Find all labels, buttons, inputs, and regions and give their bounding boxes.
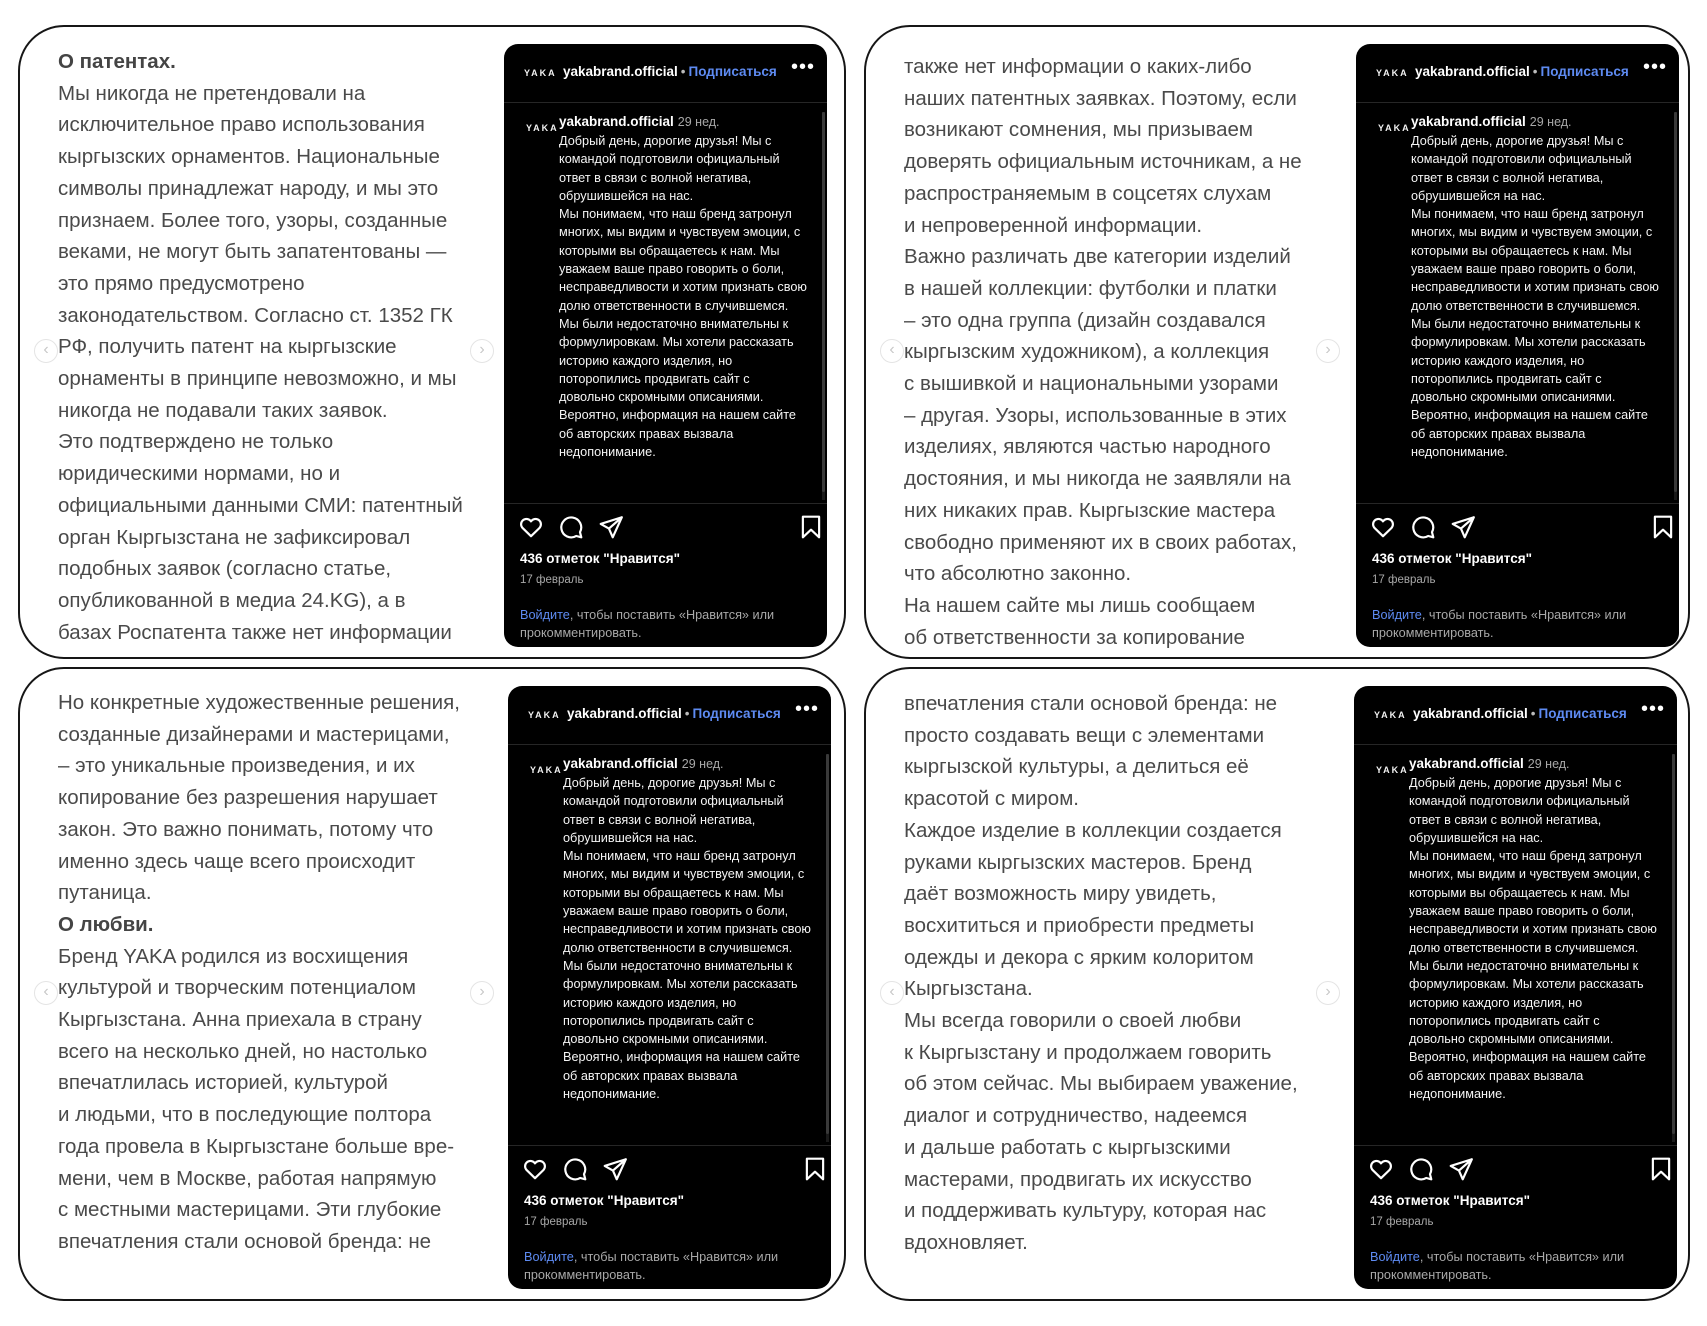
brand-avatar[interactable]: YAKA	[524, 68, 557, 78]
post-footer	[1354, 1145, 1677, 1289]
post-footer	[504, 503, 827, 647]
caption-user	[563, 756, 724, 771]
post-header	[1354, 686, 1677, 745]
brand-avatar[interactable]: YAKA	[1376, 68, 1409, 78]
caption-avatar[interactable]: YAKA	[526, 123, 559, 133]
caption-username[interactable]: yakabrand.official	[1409, 756, 1524, 771]
section-heading: О любви.	[58, 912, 154, 936]
login-link[interactable]: Войдите	[520, 608, 570, 622]
follow-button[interactable]: Подписаться	[1538, 706, 1627, 721]
instagram-post	[504, 44, 827, 647]
post-caption-area[interactable]	[1354, 746, 1677, 1144]
login-prompt	[1370, 1248, 1660, 1284]
heart-icon[interactable]	[1370, 514, 1396, 540]
post-date: 17 февраль	[524, 1216, 588, 1228]
login-link[interactable]: Войдите	[1370, 1250, 1420, 1264]
likes-count[interactable]: 436 отметок "Нравится"	[1372, 551, 1533, 566]
caption-avatar[interactable]: YAKA	[1376, 765, 1409, 775]
post-caption-area[interactable]	[504, 104, 827, 502]
caption-avatar[interactable]: YAKA	[530, 765, 563, 775]
post-footer	[508, 1145, 831, 1289]
instagram-post	[1354, 686, 1677, 1289]
brand-avatar[interactable]: YAKA	[1374, 710, 1407, 720]
comment-icon[interactable]	[1408, 1156, 1434, 1182]
post-header-user	[567, 706, 781, 721]
follow-button[interactable]: Подписаться	[688, 64, 777, 79]
comment-icon[interactable]	[1410, 514, 1436, 540]
slide-text	[58, 46, 488, 657]
login-prompt	[1372, 606, 1662, 642]
share-icon[interactable]	[1448, 1156, 1474, 1182]
post-caption-area[interactable]	[508, 746, 831, 1144]
carousel-prev-button[interactable]: ‹	[880, 981, 904, 1005]
post-caption-area[interactable]	[1356, 104, 1679, 502]
login-prompt	[520, 606, 810, 642]
slide-paragraph: Каждое изделие в коллекции создается руками кыргызских мастеров. Бренд даёт возможность миру увидеть, восхититься и приобрести предметы одежды и декора с ярким колоритом Кыргызстана.	[904, 818, 1282, 1001]
post-time: 29 нед.	[1529, 115, 1572, 129]
separator-dot: •	[680, 64, 686, 79]
post-date: 17 февраль	[1370, 1216, 1434, 1228]
caption-scrollbar[interactable]	[822, 112, 825, 492]
post-date: 17 февраль	[1372, 574, 1436, 586]
slide-paragraph: На нашем сайте мы лишь сообщаем об ответственности за копирование	[904, 593, 1256, 649]
carousel-next-button[interactable]: ›	[1316, 339, 1340, 363]
post-time: 29 нед.	[677, 115, 720, 129]
caption-user	[1409, 756, 1570, 771]
caption-username[interactable]: yakabrand.official	[1411, 114, 1526, 129]
slide-paragraph: Мы никогда не претендовали на исключительное право использования кыргызских орнаментов. Национальные символы принадлежат народу, и мы это признаем. Более того, узоры, созданные веками, не могут быть запатентованы — это прямо предусмотрено законодательством. Согласно ст. 1352 ГК РФ, получить патент на кыргызские орнаменты в принципе невозможно, и мы никогда не подавали таких заявок.	[58, 81, 457, 422]
carousel-prev-button[interactable]: ‹	[34, 339, 58, 363]
likes-count[interactable]: 436 отметок "Нравится"	[520, 551, 681, 566]
caption-scrollbar[interactable]	[826, 754, 829, 1134]
more-options-icon[interactable]: •••	[794, 698, 819, 720]
post-header	[504, 44, 827, 103]
post-time: 29 нед.	[1527, 757, 1570, 771]
heart-icon[interactable]	[518, 514, 544, 540]
slide-paragraph: также нет информации о каких-либо наших патентных заявках. Поэтому, если возникают сомнения, мы призываем доверять официальным источникам, а не распространяемым в соцсетях слухам и непроверенной информации.	[904, 55, 1302, 237]
share-icon[interactable]	[602, 1156, 628, 1182]
username-link[interactable]: yakabrand.official	[1413, 706, 1528, 721]
caption-username[interactable]: yakabrand.official	[563, 756, 678, 771]
post-header-user	[563, 64, 777, 79]
username-link[interactable]: yakabrand.official	[1415, 64, 1530, 79]
section-heading: О патентах.	[58, 50, 176, 73]
slide-text	[904, 688, 1334, 1299]
bookmark-icon[interactable]	[1648, 1156, 1674, 1182]
more-options-icon[interactable]: •••	[1642, 56, 1667, 78]
caption-user	[1411, 114, 1572, 129]
instagram-post	[1356, 44, 1679, 647]
slide-panel-1	[18, 25, 846, 659]
bookmark-icon[interactable]	[1650, 514, 1676, 540]
comment-icon[interactable]	[558, 514, 584, 540]
login-prompt-text: , чтобы поставить «Нравится» или прокомментировать.	[520, 608, 775, 640]
caption-text: Добрый день, дорогие друзья! Мы с командой подготовили официальный ответ в связи с волной негатива, обрушившейся на нас. Мы понимаем, что наш бренд затронул многих, мы видим и чувствуем эмоции, с которыми вы обращаетесь к нам. Мы уважаем ваше право говорить о боли, несправедливости и хотим признать свою долю ответственности в случившемся. Мы были недостаточно внимательны к формулировкам. Мы хотели рассказать историю каждого изделия, но поторопились продвигать сайт с довольно скромными описаниями. Вероятно, информация на нашем сайте об авторских правах вызвала недопонимание.	[563, 776, 811, 1102]
username-link[interactable]: yakabrand.official	[567, 706, 682, 721]
carousel-next-button[interactable]: ›	[1316, 981, 1340, 1005]
follow-button[interactable]: Подписаться	[692, 706, 781, 721]
separator-dot: •	[684, 706, 690, 721]
more-options-icon[interactable]: •••	[1640, 698, 1665, 720]
carousel-prev-button[interactable]: ‹	[34, 981, 58, 1005]
post-header-user	[1413, 706, 1627, 721]
slide-text	[904, 51, 1334, 657]
login-prompt	[524, 1248, 814, 1284]
login-prompt-text: , чтобы поставить «Нравится» или прокомментировать.	[1370, 1250, 1625, 1282]
login-link[interactable]: Войдите	[524, 1250, 574, 1264]
slide-panel-4	[864, 667, 1690, 1301]
carousel-prev-button[interactable]: ‹	[880, 339, 904, 363]
bookmark-icon[interactable]	[802, 1156, 828, 1182]
login-prompt-text: , чтобы поставить «Нравится» или прокомментировать.	[1372, 608, 1627, 640]
caption-text: Добрый день, дорогие друзья! Мы с командой подготовили официальный ответ в связи с волной негатива, обрушившейся на нас. Мы понимаем, что наш бренд затронул многих, мы видим и чувствуем эмоции, с которыми вы обращаетесь к нам. Мы уважаем ваше право говорить о боли, несправедливости и хотим признать свою долю ответственности в случившемся. Мы были недостаточно внимательны к формулировкам. Мы хотели рассказать историю каждого изделия, но поторопились продвигать сайт с довольно скромными описаниями. Вероятно, информация на нашем сайте об авторских правах вызвала недопонимание.	[1411, 134, 1659, 460]
likes-count[interactable]: 436 отметок "Нравится"	[1370, 1193, 1531, 1208]
more-options-icon[interactable]: •••	[790, 56, 815, 78]
separator-dot: •	[1530, 706, 1536, 721]
separator-dot: •	[1532, 64, 1538, 79]
slide-panel-2	[864, 25, 1690, 659]
slide-panel-3	[18, 667, 846, 1301]
post-time: 29 нед.	[681, 757, 724, 771]
share-icon[interactable]	[598, 514, 624, 540]
caption-text: Добрый день, дорогие друзья! Мы с командой подготовили официальный ответ в связи с волной негатива, обрушившейся на нас. Мы понимаем, что наш бренд затронул многих, мы видим и чувствуем эмоции, с которыми вы обращаетесь к нам. Мы уважаем ваше право говорить о боли, несправедливости и хотим признать свою долю ответственности в случившемся. Мы были недостаточно внимательны к формулировкам. Мы хотели рассказать историю каждого изделия, но поторопились продвигать сайт с довольно скромными описаниями. Вероятно, информация на нашем сайте об авторских правах вызвала недопонимание.	[559, 134, 807, 460]
login-prompt-text: , чтобы поставить «Нравится» или прокомментировать.	[524, 1250, 779, 1282]
follow-button[interactable]: Подписаться	[1540, 64, 1629, 79]
caption-scrollbar[interactable]	[1672, 754, 1675, 1134]
slide-paragraph: Важно различать две категории изделий в нашей коллекции: футболки и платки – это одна группа (дизайн создавался кыргызским художником), а коллекция с вышивкой и национальными узорами – другая. Узоры, использованные в этих изделиях, являются частью народного достояния, и мы никогда не заявляли на них никаких прав. Кыргызские мастера свободно применяют их в своих работах, что абсолютно законно.	[904, 245, 1297, 586]
carousel-next-button[interactable]: ›	[470, 339, 494, 363]
brand-avatar[interactable]: YAKA	[528, 710, 561, 720]
likes-count[interactable]: 436 отметок "Нравится"	[524, 1193, 685, 1208]
instagram-post	[508, 686, 831, 1289]
slide-paragraph: Но конкретные художественные решения, созданные дизайнерами и мастерицами, – это уникальные произведения, и их копирование без разрешения нарушает закон. Это важно понимать, потому что именно здесь чаще всего происходит путаница.	[58, 691, 460, 905]
share-icon[interactable]	[1450, 514, 1476, 540]
post-header	[508, 686, 831, 745]
username-link[interactable]: yakabrand.official	[563, 64, 678, 79]
caption-user	[559, 114, 720, 129]
heart-icon[interactable]	[522, 1156, 548, 1182]
caption-text: Добрый день, дорогие друзья! Мы с командой подготовили официальный ответ в связи с волной негатива, обрушившейся на нас. Мы понимаем, что наш бренд затронул многих, мы видим и чувствуем эмоции, с которыми вы обращаетесь к нам. Мы уважаем ваше право говорить о боли, несправедливости и хотим признать свою долю ответственности в случившемся. Мы были недостаточно внимательны к формулировкам. Мы хотели рассказать историю каждого изделия, но поторопились продвигать сайт с довольно скромными описаниями. Вероятно, информация на нашем сайте об авторских правах вызвала недопонимание.	[1409, 776, 1657, 1102]
slide-paragraph: Мы всегда говорили о своей любви к Кыргызстану и продолжаем говорить об этом сейчас. Мы выбираем уважение, диалог и сотрудничество, надеемся и дальше работать с кыргызскими мастерами, продвигать их искусство и поддерживать культуру, которая нас вдохновляет.	[904, 1009, 1298, 1254]
login-link[interactable]: Войдите	[1372, 608, 1422, 622]
slide-paragraph: впечатления стали основой бренда: не просто создавать вещи с элементами кыргызской культуры, а делиться её красотой с миром.	[904, 692, 1278, 811]
carousel-next-button[interactable]: ›	[470, 981, 494, 1005]
caption-username[interactable]: yakabrand.official	[559, 114, 674, 129]
caption-scrollbar[interactable]	[1674, 112, 1677, 492]
heart-icon[interactable]	[1368, 1156, 1394, 1182]
comment-icon[interactable]	[562, 1156, 588, 1182]
bookmark-icon[interactable]	[798, 514, 824, 540]
post-header	[1356, 44, 1679, 103]
post-footer	[1356, 503, 1679, 647]
slide-text	[58, 687, 488, 1299]
post-date: 17 февраль	[520, 574, 584, 586]
slide-paragraph: Это подтверждено не только юридическими нормами, но и официальными данными СМИ: патентный орган Кыргызстана не зафиксировал подобных заявок (согласно статье, опубликованной в медиа 24.KG), а в базах Роспатента также нет информации	[58, 430, 463, 644]
caption-avatar[interactable]: YAKA	[1378, 123, 1411, 133]
slide-paragraph: Бренд YAKA родился из восхищения культурой и творческим потенциалом Кыргызстана. Анна приехала в страну всего на несколько дней, но настолько впечатлилась историей, культурой и людьми, что в последующие полтора года провела в Кыргызстане больше вре- мени, чем в Москве, работая напрямую с местными мастерицами. Эти глубокие впечатления стали основой бренда: не	[58, 944, 455, 1253]
post-header-user	[1415, 64, 1629, 79]
